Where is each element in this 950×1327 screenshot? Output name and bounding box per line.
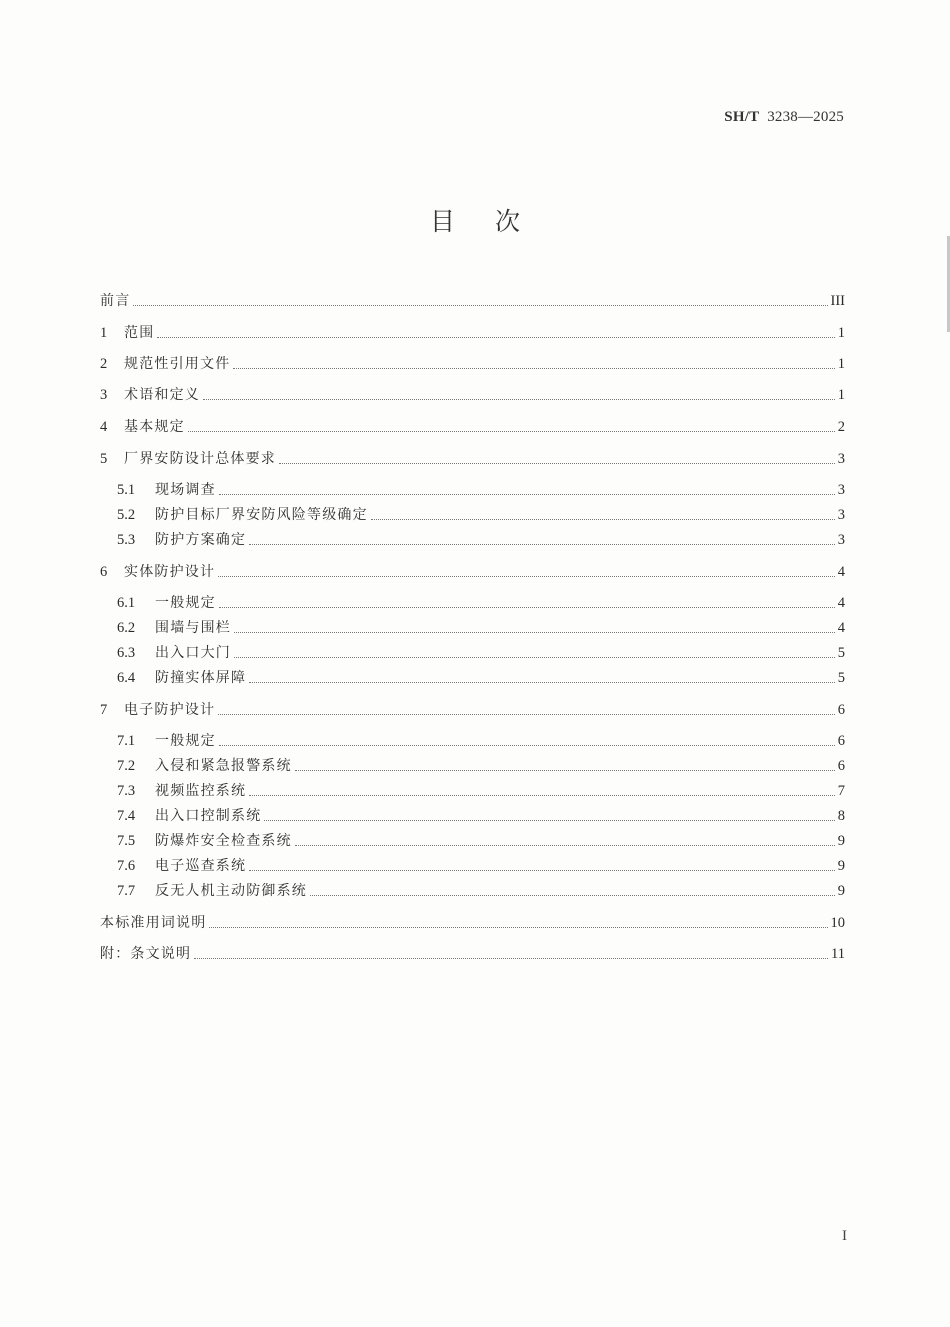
toc-entry-title: 电子巡查系统 bbox=[155, 858, 247, 874]
toc-entry-7-5[interactable] bbox=[117, 830, 845, 852]
toc-entry-number: 6.4 bbox=[117, 670, 136, 686]
toc-entry-page: 8 bbox=[837, 808, 845, 824]
toc-entry-6-3[interactable] bbox=[117, 642, 845, 664]
toc-entry-6-4[interactable] bbox=[117, 667, 845, 689]
toc-dot-leader bbox=[234, 656, 835, 658]
toc-entry-number: 5.2 bbox=[117, 507, 136, 523]
toc-entry-terms-explanation[interactable] bbox=[100, 912, 845, 934]
toc-entry-appendix[interactable] bbox=[100, 943, 845, 965]
toc-entry-number: 6.3 bbox=[117, 645, 136, 661]
toc-entry-page: 9 bbox=[837, 883, 845, 899]
toc-dot-leader bbox=[194, 957, 828, 959]
toc-entry-number: 6.2 bbox=[117, 620, 136, 636]
toc-entry-2[interactable] bbox=[100, 353, 845, 375]
toc-entry-number: 5 bbox=[100, 451, 108, 467]
toc-entry-7-7[interactable] bbox=[117, 880, 845, 902]
toc-entry-title: 一般规定 bbox=[155, 595, 216, 611]
toc-dot-leader bbox=[279, 462, 835, 464]
toc-entry-page: 4 bbox=[837, 595, 845, 611]
toc-entry-title: 一般规定 bbox=[155, 733, 216, 749]
toc-entry-6-1[interactable] bbox=[117, 592, 845, 614]
toc-entry-page: 5 bbox=[837, 645, 845, 661]
toc-dot-leader bbox=[249, 543, 835, 545]
toc-entry-title: 防护目标厂界安防风险等级确定 bbox=[155, 507, 368, 523]
toc-dot-leader bbox=[371, 518, 835, 520]
toc-dot-leader bbox=[157, 336, 834, 338]
toc-entry-title: 出入口大门 bbox=[155, 645, 231, 661]
toc-entry-page: 1 bbox=[837, 325, 845, 341]
toc-entry-number: 7.7 bbox=[117, 883, 136, 899]
toc-entry-title: 现场调查 bbox=[155, 482, 216, 498]
toc-entry-number: 7.4 bbox=[117, 808, 136, 824]
toc-entry-page: 2 bbox=[837, 419, 845, 435]
toc-dot-leader bbox=[219, 606, 835, 608]
toc-entry-page: 5 bbox=[837, 670, 845, 686]
toc-entry-number: 7.1 bbox=[117, 733, 136, 749]
toc-entry-title: 厂界安防设计总体要求 bbox=[124, 451, 276, 467]
toc-entry-title: 术语和定义 bbox=[124, 387, 200, 403]
toc-entry-6-2[interactable] bbox=[117, 617, 845, 639]
toc-entry-foreword[interactable] bbox=[100, 290, 845, 312]
toc-entry-page: 3 bbox=[837, 451, 845, 467]
toc-entry-page: 4 bbox=[837, 620, 845, 636]
toc-entry-7-1[interactable] bbox=[117, 730, 845, 752]
toc-entry-page: 6 bbox=[837, 702, 845, 718]
toc-entry-page: 7 bbox=[837, 783, 845, 799]
toc-entry-title: 反无人机主动防御系统 bbox=[155, 883, 307, 899]
toc-entry-number: 7 bbox=[100, 702, 108, 718]
toc-entry-page: 10 bbox=[830, 915, 845, 931]
toc-entry-1[interactable] bbox=[100, 322, 845, 344]
toc-entry-title: 电子防护设计 bbox=[124, 702, 216, 718]
toc-entry-5-3[interactable] bbox=[117, 529, 845, 551]
toc-entry-5-1[interactable] bbox=[117, 479, 845, 501]
toc-dot-leader bbox=[219, 744, 835, 746]
toc-dot-leader bbox=[218, 575, 835, 577]
toc-entry-5[interactable] bbox=[100, 448, 845, 470]
toc-dot-leader bbox=[203, 398, 835, 400]
toc-dot-leader bbox=[218, 713, 835, 715]
toc-entry-page: 6 bbox=[837, 758, 845, 774]
toc-entry-page: 3 bbox=[837, 482, 845, 498]
toc-entry-4[interactable] bbox=[100, 416, 845, 438]
toc-entry-title: 规范性引用文件 bbox=[124, 356, 231, 372]
toc-entry-number: 5.1 bbox=[117, 482, 136, 498]
standard-number: 3238—2025 bbox=[767, 109, 844, 125]
toc-entry-number: 4 bbox=[100, 419, 108, 435]
page-title: 目次 bbox=[429, 207, 560, 236]
toc-entry-number: 7.3 bbox=[117, 783, 136, 799]
toc-entry-number: 2 bbox=[100, 356, 108, 372]
toc-entry-7-4[interactable] bbox=[117, 805, 845, 827]
toc-entry-page: 4 bbox=[837, 564, 845, 580]
toc-entry-title: 附：条文说明 bbox=[100, 946, 192, 962]
toc-entry-page: 9 bbox=[837, 833, 845, 849]
toc-entry-page: 11 bbox=[831, 946, 845, 962]
toc-entry-page: 6 bbox=[837, 733, 845, 749]
toc-dot-leader bbox=[249, 794, 835, 796]
toc-entry-page: 3 bbox=[837, 507, 845, 523]
page-number: I bbox=[842, 1228, 847, 1244]
toc-entry-title: 防爆炸安全检查系统 bbox=[155, 833, 292, 849]
toc-dot-leader bbox=[133, 304, 827, 306]
toc-dot-leader bbox=[249, 869, 835, 871]
toc-entry-title: 围墙与围栏 bbox=[155, 620, 231, 636]
toc-entry-title: 基本规定 bbox=[124, 419, 185, 435]
toc-entry-7[interactable] bbox=[100, 699, 845, 721]
toc-entry-title: 入侵和紧急报警系统 bbox=[155, 758, 292, 774]
toc-dot-leader bbox=[233, 367, 834, 369]
toc-entry-number: 3 bbox=[100, 387, 108, 403]
toc-entry-title: 范围 bbox=[124, 325, 155, 341]
toc-entry-5-2[interactable] bbox=[117, 504, 845, 526]
toc-entry-number: 1 bbox=[100, 325, 108, 341]
toc-entry-page: 1 bbox=[837, 356, 845, 372]
standard-prefix: SH/T bbox=[724, 109, 760, 125]
toc-entry-title: 本标准用词说明 bbox=[100, 915, 207, 931]
toc-entry-number: 5.3 bbox=[117, 532, 136, 548]
toc-dot-leader bbox=[264, 819, 834, 821]
toc-entry-7-6[interactable] bbox=[117, 855, 845, 877]
toc-entry-title: 防撞实体屏障 bbox=[155, 670, 247, 686]
toc-entry-number: 6 bbox=[100, 564, 108, 580]
toc-entry-7-2[interactable] bbox=[117, 755, 845, 777]
toc-entry-6[interactable] bbox=[100, 561, 845, 583]
toc-entry-title: 出入口控制系统 bbox=[155, 808, 262, 824]
toc-dot-leader bbox=[219, 493, 835, 495]
toc-entry-page: III bbox=[830, 293, 845, 309]
toc-dot-leader bbox=[234, 631, 835, 633]
toc-entry-7-3[interactable] bbox=[117, 780, 845, 802]
toc-entry-title: 实体防护设计 bbox=[124, 564, 216, 580]
toc-dot-leader bbox=[249, 681, 835, 683]
toc-entry-number: 7.6 bbox=[117, 858, 136, 874]
toc-entry-title: 视频监控系统 bbox=[155, 783, 247, 799]
toc-entry-3[interactable] bbox=[100, 384, 845, 406]
toc-entry-page: 9 bbox=[837, 858, 845, 874]
toc-entry-number: 7.5 bbox=[117, 833, 136, 849]
toc-dot-leader bbox=[188, 430, 835, 432]
toc-dot-leader bbox=[295, 844, 835, 846]
standard-code bbox=[724, 109, 844, 126]
toc-entry-title: 防护方案确定 bbox=[155, 532, 247, 548]
toc-entry-page: 3 bbox=[837, 532, 845, 548]
toc-dot-leader bbox=[209, 926, 827, 928]
toc-entry-number: 7.2 bbox=[117, 758, 136, 774]
toc-entry-number: 6.1 bbox=[117, 595, 136, 611]
toc-dot-leader bbox=[310, 894, 835, 896]
toc-entry-page: 1 bbox=[837, 387, 845, 403]
toc-entry-title: 前言 bbox=[100, 293, 131, 309]
toc-dot-leader bbox=[295, 769, 835, 771]
